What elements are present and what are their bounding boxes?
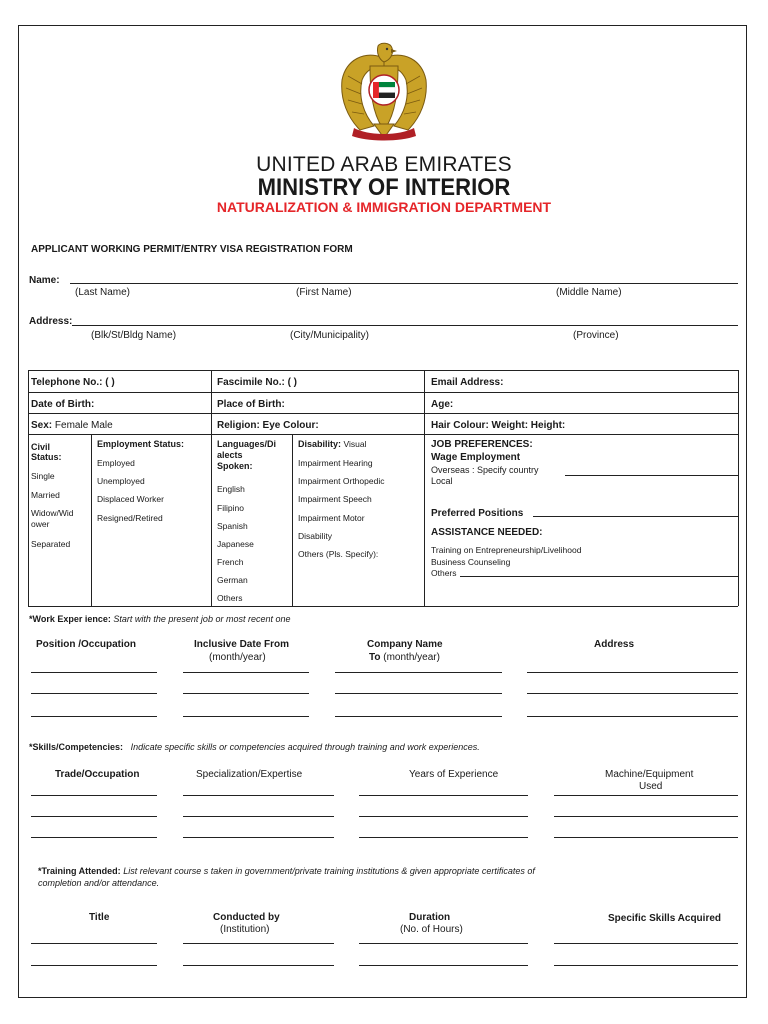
skills-col-machine: Machine/Equipment	[605, 769, 694, 780]
skills-input-line[interactable]	[359, 795, 528, 796]
work-col-to	[369, 652, 440, 663]
assistance-needed-label: ASSISTANCE NEEDED:	[431, 527, 543, 538]
name-field[interactable]	[70, 283, 738, 284]
training-input-line[interactable]	[183, 965, 334, 966]
disability-option[interactable]: Disability	[298, 531, 333, 541]
skills-input-line[interactable]	[183, 795, 334, 796]
languages-label: Spoken:	[217, 461, 253, 471]
skills-input-line[interactable]	[554, 837, 738, 838]
skills-input-line[interactable]	[183, 837, 334, 838]
local-option[interactable]: Local	[431, 476, 453, 486]
work-input-line[interactable]	[31, 716, 157, 717]
work-input-line[interactable]	[31, 672, 157, 673]
hair-weight-height-field[interactable]: Hair Colour: Weight: Height:	[431, 420, 566, 431]
sex-field[interactable]	[31, 420, 113, 431]
work-input-line[interactable]	[527, 693, 738, 694]
training-heading	[38, 866, 535, 876]
disability-option[interactable]: Visual	[343, 439, 367, 449]
sex-label: Sex:	[31, 420, 53, 431]
disability-option[interactable]: Impairment Speech	[298, 494, 372, 504]
fascimile-field[interactable]: Fascimile No.: ( )	[217, 377, 298, 388]
training-col-institution: (Institution)	[220, 924, 270, 935]
work-col-company: Company Name	[367, 639, 443, 650]
training-input-line[interactable]	[359, 943, 528, 944]
skills-input-line[interactable]	[554, 816, 738, 817]
grid-column-divider	[211, 370, 212, 606]
training-input-line[interactable]	[554, 943, 738, 944]
skills-input-line[interactable]	[359, 816, 528, 817]
email-field[interactable]: Email Address:	[431, 377, 504, 388]
civil-option[interactable]: ower	[31, 519, 50, 529]
language-option[interactable]: German	[217, 575, 248, 585]
skills-heading	[29, 742, 480, 752]
training-input-line[interactable]	[31, 965, 157, 966]
skills-input-line[interactable]	[31, 816, 157, 817]
age-field[interactable]: Age:	[431, 399, 454, 410]
blk-caption: (Blk/St/Bldg Name)	[91, 330, 177, 341]
work-input-line[interactable]	[527, 672, 738, 673]
work-input-line[interactable]	[31, 693, 157, 694]
training-col-duration: Duration	[409, 912, 451, 923]
name-label: Name:	[29, 275, 60, 286]
disability-label	[298, 439, 367, 449]
work-experience-label: *Work Exper ience:	[29, 614, 111, 624]
training-input-line[interactable]	[31, 943, 157, 944]
civil-option[interactable]: Separated	[31, 539, 71, 549]
disability-option[interactable]: Impairment Orthopedic	[298, 476, 385, 486]
grid-divider	[28, 392, 738, 393]
language-option[interactable]: English	[217, 484, 245, 494]
grid-bottom-border	[28, 606, 738, 607]
pob-field[interactable]: Place of Birth:	[217, 399, 285, 410]
training-input-line[interactable]	[359, 965, 528, 966]
training-input-line[interactable]	[554, 965, 738, 966]
training-col-skills: Specific Skills Acquired	[608, 913, 722, 924]
grid-top-border	[28, 370, 738, 371]
skills-col-years: Years of Experience	[409, 769, 499, 780]
city-caption: (City/Municipality)	[290, 330, 369, 341]
civil-status-label: Status:	[31, 452, 62, 462]
work-col-address: Address	[594, 639, 635, 650]
grid-column-divider	[424, 370, 425, 606]
work-input-line[interactable]	[335, 716, 502, 717]
training-instruction-cont: completion and/or attendance.	[38, 878, 160, 888]
preferred-positions-field[interactable]	[533, 516, 738, 517]
job-preferences-label: JOB PREFERENCES:	[431, 439, 533, 450]
work-col-to-label: To	[369, 652, 381, 663]
assistance-option[interactable]: Training on Entrepreneurship/Livelihood	[431, 545, 582, 555]
skills-col-machine-used: Used	[639, 781, 663, 792]
employment-option[interactable]: Resigned/Retired	[97, 513, 163, 523]
grid-divider	[28, 413, 738, 414]
grid-right-border	[738, 370, 739, 606]
department-title: NATURALIZATION & IMMIGRATION DEPARTMENT	[216, 199, 552, 215]
civil-option[interactable]: Widow/Wid	[31, 508, 74, 518]
assistance-option[interactable]: Business Counseling	[431, 557, 511, 567]
employment-option[interactable]: Employed	[97, 458, 135, 468]
work-input-line[interactable]	[335, 672, 502, 673]
middle-name-caption: (Middle Name)	[556, 287, 622, 298]
training-input-line[interactable]	[183, 943, 334, 944]
address-field[interactable]	[72, 325, 738, 326]
first-name-caption: (First Name)	[296, 287, 352, 298]
language-option[interactable]: French	[217, 557, 244, 567]
assistance-option[interactable]: Others	[431, 568, 457, 578]
skills-col-specialization: Specialization/Expertise	[196, 769, 303, 780]
assistance-others-field[interactable]	[460, 576, 738, 577]
work-col-date-from-sub: (month/year)	[209, 652, 266, 663]
employment-option[interactable]: Displaced Worker	[97, 494, 164, 504]
work-input-line[interactable]	[335, 693, 502, 694]
skills-input-line[interactable]	[31, 795, 157, 796]
skills-label: *Skills/Competencies:	[29, 742, 124, 752]
province-caption: (Province)	[573, 330, 619, 341]
skills-input-line[interactable]	[359, 837, 528, 838]
skills-instruction: Indicate specific skills or competencies acquired through training and work experiences.	[130, 742, 480, 752]
language-option[interactable]: Spanish	[217, 521, 248, 531]
last-name-caption: (Last Name)	[75, 287, 131, 298]
language-option[interactable]: Japanese	[217, 539, 254, 549]
work-experience-heading	[29, 614, 290, 624]
skills-input-line[interactable]	[31, 837, 157, 838]
grid-column-divider	[292, 434, 293, 606]
skills-input-line[interactable]	[183, 816, 334, 817]
disability-option[interactable]: Impairment Hearing	[298, 458, 373, 468]
work-input-line[interactable]	[183, 672, 309, 673]
country-field[interactable]	[565, 475, 738, 476]
civil-option[interactable]: Married	[31, 490, 60, 500]
work-col-to-sub: (month/year)	[383, 652, 440, 663]
civil-status-label: Civil	[31, 442, 51, 452]
religion-eye-field[interactable]: Religion: Eye Colour:	[217, 420, 319, 431]
disability-option[interactable]: Others (Pls. Specify):	[298, 549, 379, 559]
training-col-conducted: Conducted by	[213, 912, 280, 923]
work-col-position: Position /Occupation	[36, 639, 137, 650]
grid-divider	[28, 434, 738, 435]
grid-left-border	[28, 370, 29, 606]
grid-column-divider	[91, 434, 92, 606]
languages-label: Languages/Di	[217, 439, 277, 449]
country-title: UNITED ARAB EMIRATES	[256, 153, 512, 176]
training-col-hours: (No. of Hours)	[400, 924, 463, 935]
language-option[interactable]: Others	[217, 593, 243, 603]
employment-option[interactable]: Unemployed	[97, 476, 145, 486]
dob-field[interactable]: Date of Birth:	[31, 399, 95, 410]
form-title: APPLICANT WORKING PERMIT/ENTRY VISA REGISTRATION FORM	[31, 244, 353, 255]
training-label: *Training Attended:	[38, 866, 121, 876]
telephone-field[interactable]: Telephone No.: ( )	[31, 377, 115, 388]
preferred-positions-label: Preferred Positions	[431, 508, 524, 519]
work-input-line[interactable]	[527, 716, 738, 717]
civil-option[interactable]: Single	[31, 471, 55, 481]
languages-label: alects	[217, 450, 243, 460]
disability-label-text: Disability:	[298, 439, 342, 449]
skills-col-trade: Trade/Occupation	[55, 769, 140, 780]
training-instruction: List relevant course s taken in government/private training institutions & given appropriate certificates of	[123, 866, 535, 876]
address-label: Address:	[29, 316, 73, 327]
uae-emblem-icon	[334, 40, 434, 142]
training-col-title: Title	[89, 912, 110, 923]
work-experience-instruction: Start with the present job or most recent one	[113, 614, 291, 624]
work-input-line[interactable]	[183, 693, 309, 694]
language-option[interactable]: Filipino	[217, 503, 244, 513]
work-col-date-from: Inclusive Date From	[194, 639, 290, 650]
employment-status-label: Employment Status:	[97, 439, 185, 449]
wage-employment-label: Wage Employment	[431, 452, 521, 463]
skills-input-line[interactable]	[554, 795, 738, 796]
overseas-option[interactable]: Overseas : Specify country	[431, 465, 539, 475]
sex-options: Female Male	[54, 420, 113, 431]
disability-option[interactable]: Impairment Motor	[298, 513, 365, 523]
ministry-title: MINISTRY OF INTERIOR	[257, 174, 511, 201]
work-input-line[interactable]	[183, 716, 309, 717]
